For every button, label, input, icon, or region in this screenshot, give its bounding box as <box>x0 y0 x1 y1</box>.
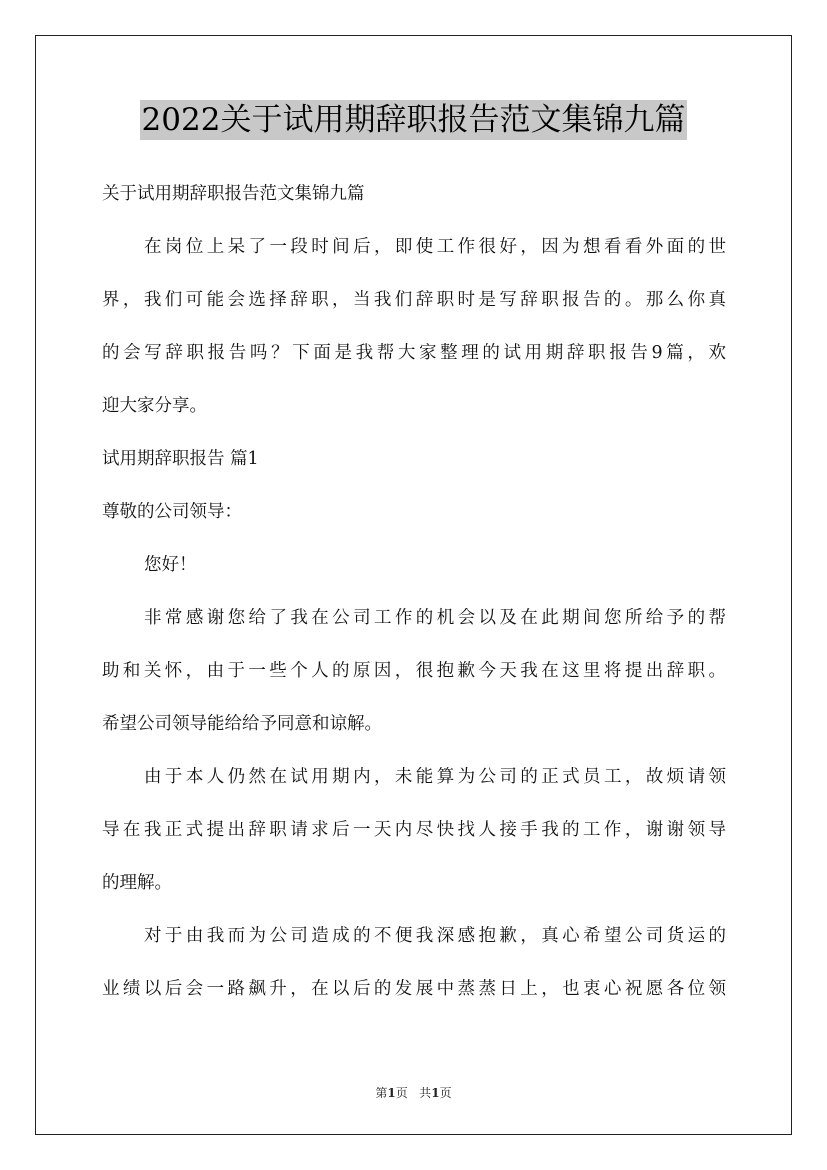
body-line <box>102 971 726 1008</box>
line-text: 您好！ <box>144 555 197 575</box>
line-text: 由于本人仍然在试用期内，未能算为公司的正式员工，故烦请领 <box>144 767 726 787</box>
body-line <box>102 812 726 849</box>
greeting <box>102 547 726 584</box>
line-text: 迎大家分享。 <box>102 396 207 416</box>
body-line <box>102 759 726 796</box>
line-text: 关于试用期辞职报告范文集锦九篇 <box>102 184 365 204</box>
line-text: 试用期辞职报告 篇1 <box>102 449 259 469</box>
footer-total-number: 1 <box>431 1086 440 1100</box>
footer-total-suffix: 页 <box>439 1086 452 1100</box>
body-line <box>102 865 726 902</box>
body-line <box>102 918 726 955</box>
line-text: 尊敬的公司领导： <box>102 502 242 522</box>
section-heading <box>102 441 726 478</box>
line-text: 导在我正式提出辞职请求后一天内尽快找人接手我的工作，谢谢领导 <box>102 820 726 840</box>
footer-page-number: 1 <box>387 1086 396 1100</box>
body-line <box>102 600 726 637</box>
line-text: 的理解。 <box>102 873 172 893</box>
body-line <box>102 706 726 743</box>
document-body <box>102 176 726 1024</box>
footer-page-prefix: 第 <box>375 1086 388 1100</box>
line-text: 助和关怀，由于一些个人的原因，很抱歉今天我在这里将提出辞职。 <box>102 661 726 681</box>
footer-total-prefix: 共 <box>419 1086 432 1100</box>
line-text: 在岗位上呆了一段时间后，即使工作很好，因为想看看外面的世 <box>144 237 726 257</box>
line-text: 希望公司领导能给给予同意和谅解。 <box>102 714 382 734</box>
salutation <box>102 494 726 531</box>
footer-page-suffix: 页 <box>395 1086 408 1100</box>
page-footer <box>0 1084 827 1101</box>
line-text: 的会写辞职报告吗？下面是我帮大家整理的试用期辞职报告9篇，欢 <box>102 343 726 363</box>
line-text: 界，我们可能会选择辞职，当我们辞职时是写辞职报告的。那么你真 <box>102 290 726 310</box>
line-text: 非常感谢您给了我在公司工作的机会以及在此期间您所给予的帮 <box>144 608 726 628</box>
body-line <box>102 653 726 690</box>
line-text: 对于由我而为公司造成的不便我深感抱歉，真心希望公司货运的 <box>144 926 726 946</box>
body-line <box>102 176 726 213</box>
body-line <box>102 335 726 372</box>
document-title-block <box>0 100 827 140</box>
body-line <box>102 229 726 266</box>
body-line <box>102 388 726 425</box>
line-text: 业绩以后会一路飙升，在以后的发展中蒸蒸日上，也衷心祝愿各位领 <box>102 979 726 999</box>
body-line <box>102 282 726 319</box>
document-title: 2022关于试用期辞职报告范文集锦九篇 <box>141 102 686 138</box>
